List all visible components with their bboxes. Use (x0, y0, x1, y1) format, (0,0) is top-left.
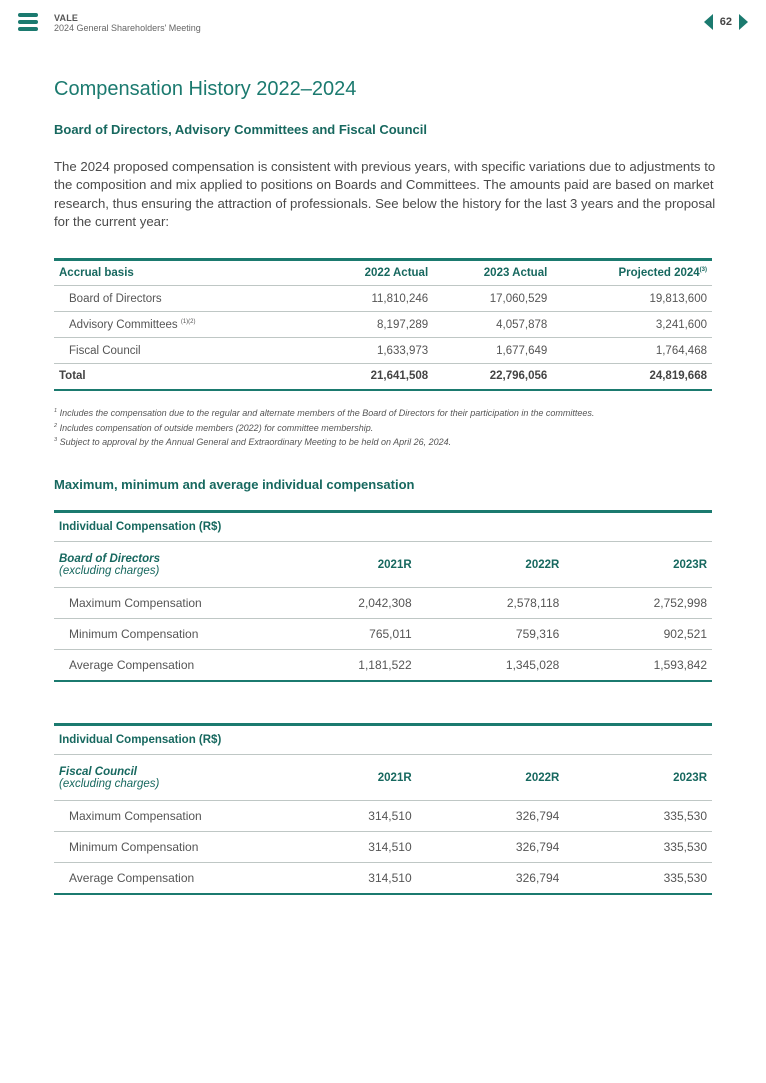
table-row (54, 863, 712, 894)
row-label: Minimum Compensation (54, 832, 269, 863)
row-label (54, 338, 314, 364)
value-cell: 1,345,028 (505, 657, 560, 672)
caption-row (54, 725, 712, 755)
footnote (54, 420, 594, 435)
value-cell: 759,316 (417, 619, 565, 650)
row-label (54, 286, 314, 312)
group-name: Board of Directors (59, 552, 160, 565)
page-header (0, 0, 766, 44)
table-header-row (54, 755, 712, 801)
table-row (54, 650, 712, 681)
footnote (54, 405, 594, 420)
page-number: 62 (719, 16, 732, 28)
menu-icon[interactable] (18, 13, 38, 31)
table-row (54, 312, 712, 338)
value-cell: 1,764,468 (552, 338, 712, 364)
previous-page-icon[interactable] (704, 14, 713, 30)
value-cell: 1,181,522 (358, 657, 412, 672)
value-cell: 8,197,289 (314, 312, 433, 338)
total-value: 24,819,668 (649, 370, 707, 383)
value-cell: 326,794 (417, 832, 565, 863)
value-cell: 765,011 (269, 619, 417, 650)
value-cell: 314,510 (368, 870, 412, 885)
row-label-text: Fiscal Council (69, 344, 141, 357)
table-caption: Individual Compensation (R$) (54, 512, 712, 542)
total-value: 21,641,508 (370, 370, 429, 383)
section-heading-board: Board of Directors, Advisory Committees and Fiscal Council (54, 122, 427, 137)
value-cell: 326,794 (515, 870, 560, 885)
col-header-year: 2023R (564, 755, 712, 801)
col-header-2024-label: Projected 2024 (618, 267, 700, 279)
group-note: (excluding charges) (59, 564, 160, 577)
footnote-ref: (1)(2) (180, 318, 196, 325)
col-header-2024 (552, 260, 712, 286)
col-header-year: 2023R (564, 542, 712, 588)
value-cell: 314,510 (269, 801, 417, 832)
value-cell: 1,593,842 (653, 657, 707, 672)
col-header-year: 2021R (269, 542, 417, 588)
total-row (54, 364, 712, 390)
individual-compensation-fiscal-table (54, 723, 712, 895)
table-caption: Individual Compensation (R$) (54, 725, 712, 755)
table-row (54, 832, 712, 863)
group-note: (excluding charges) (59, 777, 160, 790)
group-name: Fiscal Council (59, 765, 137, 778)
section-heading-individual: Maximum, minimum and average individual compensation (54, 477, 415, 492)
row-label: Maximum Compensation (54, 801, 269, 832)
value-cell: 2,042,308 (269, 588, 417, 619)
row-label: Minimum Compensation (54, 619, 269, 650)
value-cell: 1,633,973 (314, 338, 433, 364)
group-header (54, 755, 269, 801)
document-subtitle: 2024 General Shareholders' Meeting (54, 23, 201, 33)
table-row (54, 588, 712, 619)
col-header-year: 2022R (417, 542, 565, 588)
row-label-text: Board of Directors (69, 292, 162, 305)
row-label: Average Compensation (69, 657, 195, 672)
col-header-2023: 2023 Actual (433, 260, 552, 286)
value-cell: 335,530 (564, 832, 712, 863)
footnote-text: Includes the compensation due to the regular and alternate members of the Board of Directors for their participation in the committees. (59, 408, 595, 418)
footnote-number: 1 (54, 408, 58, 414)
brand (54, 13, 201, 33)
total-label: Total (59, 370, 86, 383)
individual-compensation-board-table (54, 510, 712, 682)
value-cell: 11,810,246 (314, 286, 433, 312)
table-row (54, 338, 712, 364)
row-label (54, 312, 314, 338)
footnote-number: 3 (54, 437, 58, 444)
col-header-accrual: Accrual basis (54, 260, 314, 286)
footnotes (54, 405, 594, 449)
value-cell: 326,794 (417, 801, 565, 832)
caption-row (54, 512, 712, 542)
value-cell: 2,578,118 (417, 588, 565, 619)
footnote-text: Subject to approval by the Annual General and Extraordinary Meeting to be held on April 26, 2024. (59, 437, 452, 448)
footnote (54, 434, 594, 449)
value-cell: 902,521 (564, 619, 712, 650)
row-label: Maximum Compensation (54, 588, 269, 619)
value-cell: 1,677,649 (433, 338, 552, 364)
intro-paragraph: The 2024 proposed compensation is consistent with previous years, with specific variations due to adjustments to the composition and mix applied to positions on Boards and Committees. The amounts paid are based on market research, thus ensuring the attraction of professionals. See below the history for the last 3 years and the proposal for the current year: (54, 159, 716, 229)
col-header-year: 2021R (269, 755, 417, 801)
table-header-row (54, 542, 712, 588)
value-cell: 335,530 (564, 801, 712, 832)
total-value: 22,796,056 (489, 370, 548, 383)
value-cell: 335,530 (663, 870, 707, 885)
page-title: Compensation History 2022–2024 (54, 78, 357, 100)
value-cell: 19,813,600 (552, 286, 712, 312)
row-label: Average Compensation (69, 870, 195, 885)
row-label-text: Advisory Committees (69, 318, 178, 331)
table-row (54, 619, 712, 650)
page-navigator (704, 13, 748, 31)
col-header-year: 2022R (417, 755, 565, 801)
brand-name: VALE (54, 13, 79, 23)
compensation-history-table (54, 258, 712, 391)
next-page-icon[interactable] (739, 14, 748, 30)
col-header-2022: 2022 Actual (314, 260, 433, 286)
footnote-text: Includes compensation of outside members (2022) for committee membership. (59, 422, 374, 433)
table-row (54, 801, 712, 832)
value-cell: 4,057,878 (433, 312, 552, 338)
value-cell: 17,060,529 (433, 286, 552, 312)
footnote-ref: (3) (699, 267, 707, 274)
value-cell: 3,241,600 (552, 312, 712, 338)
table-header-row (54, 260, 712, 286)
footnote-number: 2 (54, 422, 58, 429)
group-header (54, 542, 269, 588)
value-cell: 2,752,998 (564, 588, 712, 619)
value-cell: 314,510 (269, 832, 417, 863)
table-row (54, 286, 712, 312)
